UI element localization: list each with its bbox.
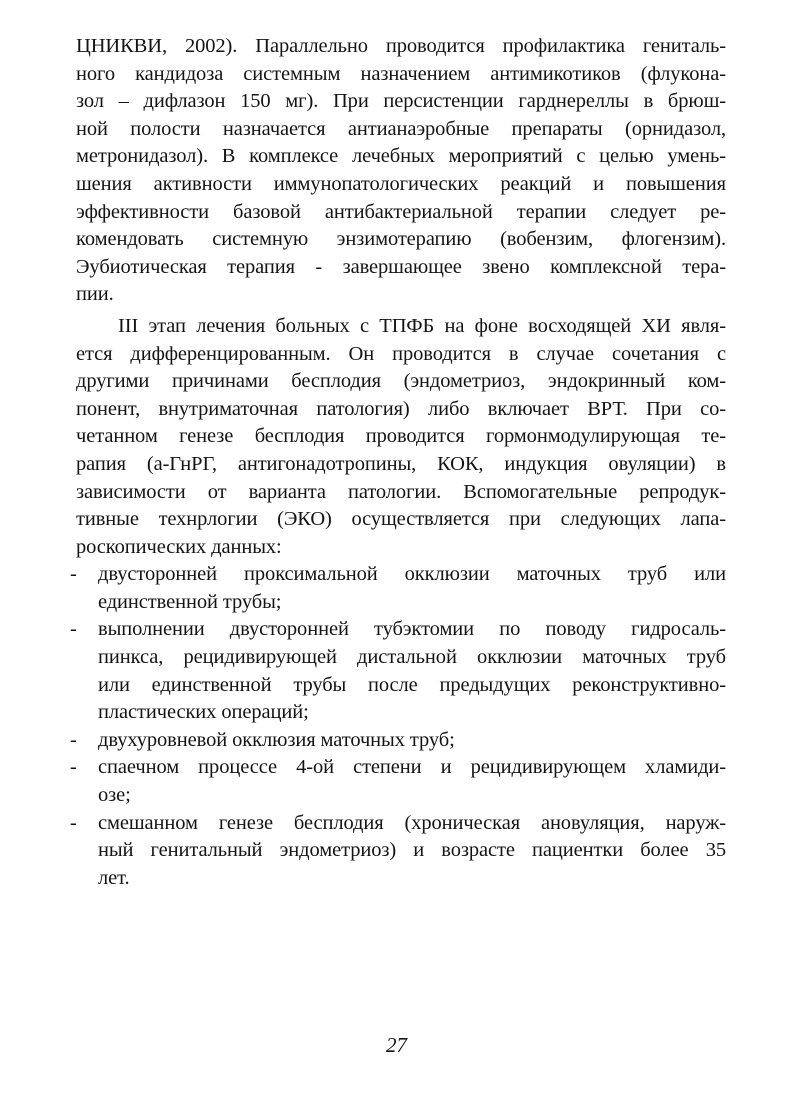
list-item: [70, 754, 726, 809]
text-line: зол – дифлазон 150 мг). При персистенции гарднереллы в брюш-: [76, 90, 726, 113]
text-line: двусторонней проксимальной окклюзии маточных труб или: [98, 563, 726, 586]
text-line: озе;: [98, 784, 131, 807]
text-line: ЦНИКВИ, 2002). Параллельно проводится профилактика гениталь-: [76, 35, 726, 57]
text-line: смешанном генезе бесплодия (хроническая ановуляция, наруж-: [98, 811, 726, 834]
text-line: комендовать системную энзимотерапию (вобензим, флогензим).: [76, 228, 726, 251]
bullet-list: [70, 561, 726, 892]
text-line: рапия (а-ГнРГ, антигонадотропины, КОК, индукция овуляции) в: [76, 452, 726, 475]
text-line: двухуровневой окклюзия маточных труб;: [98, 728, 455, 751]
bullet-dash: -: [70, 728, 77, 751]
text-line: ной полости назначается антианаэробные препараты (орнидазол,: [76, 117, 726, 140]
text-line: шения активности иммунопатологических реакций и повышения: [76, 172, 726, 195]
text-line: ного кандидоза системным назначением антимикотиков (флукона-: [76, 62, 726, 85]
paragraph-2: [76, 313, 726, 561]
text-line: четанном генезе бесплодия проводится гормонмодулирующая те-: [76, 425, 726, 448]
text-line: роскопических данных:: [76, 535, 282, 558]
page-number: 27: [386, 1033, 407, 1057]
list-item: [70, 616, 726, 726]
text-line: понент, внутриматочная патология) либо включает ВРТ. При со-: [76, 397, 726, 420]
text-line: III этап лечения больных с ТПФБ на фоне восходящей ХИ явля-: [118, 314, 726, 337]
text-line: ется дифференцированным. Он проводится в случае сочетания с: [76, 342, 726, 365]
page-text: [70, 33, 726, 892]
bullet-dash: -: [70, 618, 77, 641]
text-line: эффективности базовой антибактериальной терапии следует ре-: [76, 200, 726, 223]
text-line: другими причинами бесплодия (эндометриоз, эндокринный ком-: [76, 370, 726, 393]
text-line: выполнении двусторонней тубэктомии по поводу гидросаль-: [98, 618, 726, 641]
text-line: пинкса, рецидивирующей дистальной окклюзии маточных труб: [98, 646, 726, 669]
text-line: ный генитальный эндометриоз) и возрасте пациентки более 35: [98, 839, 726, 862]
paragraph-1: [76, 33, 726, 309]
text-line: пластических операций;: [98, 701, 309, 724]
bullet-dash: -: [70, 811, 77, 834]
text-line: лет.: [98, 866, 130, 889]
text-line: единственной трубы;: [98, 590, 282, 613]
text-line: Эубиотическая терапия - завершающее звено комплексной тера-: [76, 255, 726, 278]
bullet-dash: -: [70, 756, 77, 779]
text-line: тивные технрлогии (ЭКО) осуществляется при следующих лапа-: [76, 508, 726, 531]
bullet-dash: -: [70, 563, 77, 586]
list-item: [70, 810, 726, 893]
list-item: [70, 727, 726, 755]
text-line: зависимости от варианта патологии. Вспомогательные репродук-: [76, 480, 726, 503]
text-line: метронидазол). В комплексе лечебных мероприятий с целью умень-: [76, 145, 726, 168]
text-line: пии.: [76, 283, 114, 306]
text-line: или единственной трубы после предыдущих реконструктивно-: [98, 673, 726, 696]
list-item: [70, 561, 726, 616]
text-line: спаечном процессе 4-ой степени и рецидивирующем хламиди-: [98, 756, 726, 779]
